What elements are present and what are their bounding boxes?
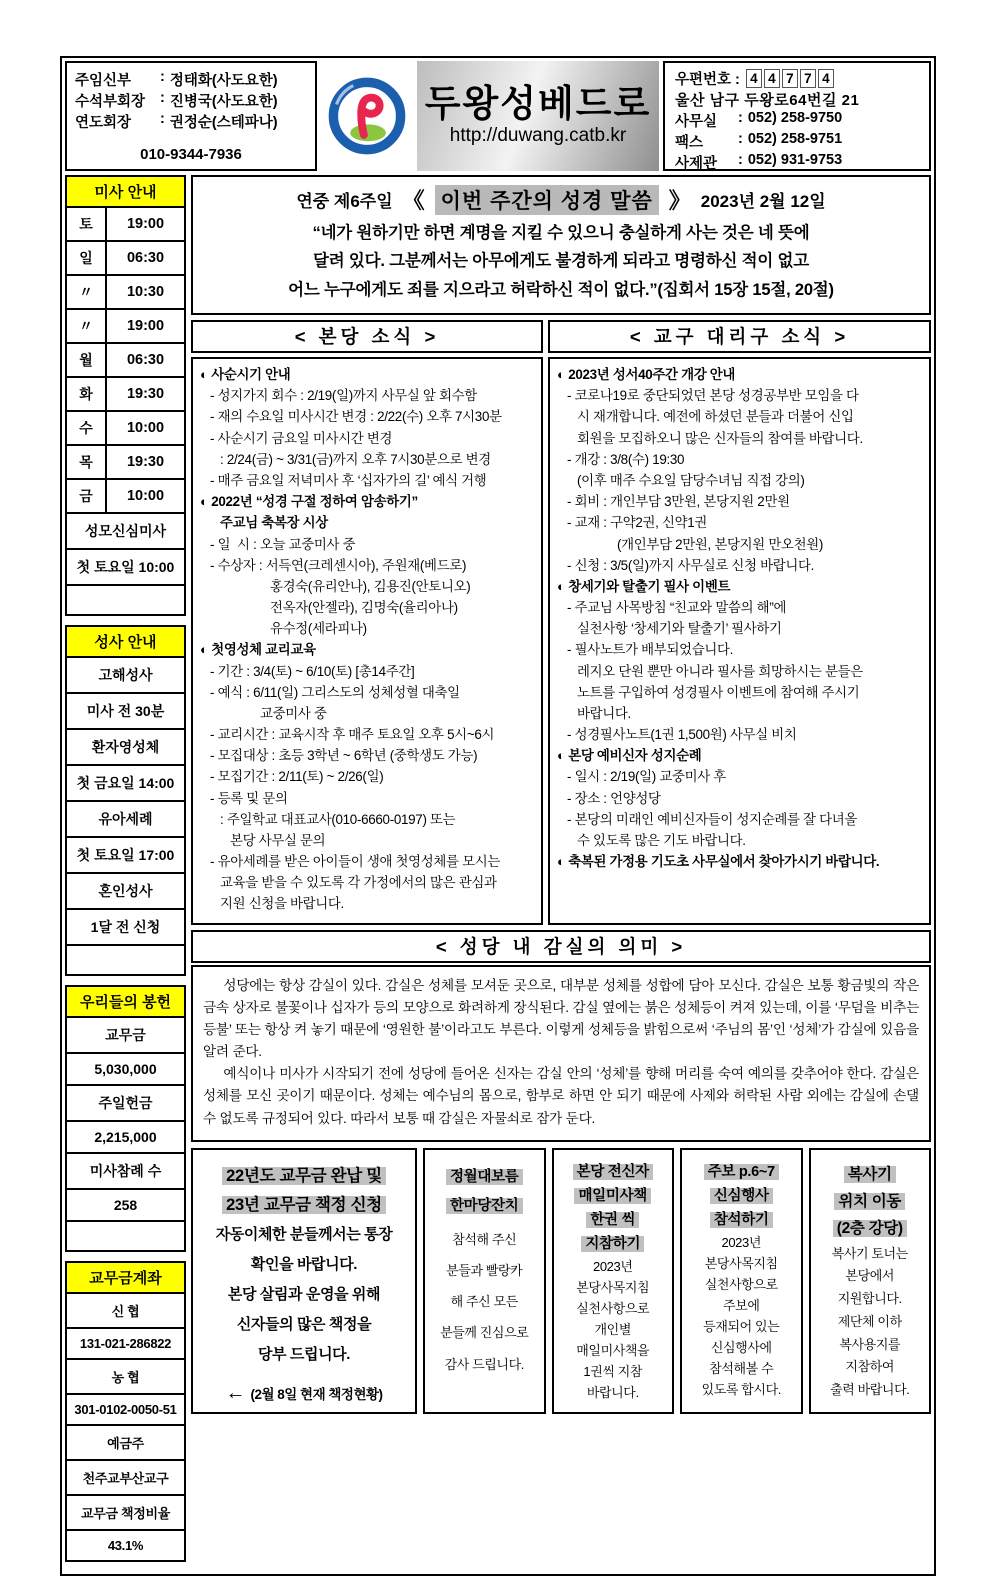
sacrament-row: 1달 전 신청 bbox=[67, 908, 184, 944]
colon: : bbox=[160, 90, 165, 106]
brand-block bbox=[417, 61, 659, 171]
mass-day: 〃 bbox=[67, 310, 107, 342]
notice-body-line: 참석해 주신 bbox=[452, 1231, 517, 1247]
contact-label: 사무실 bbox=[675, 114, 718, 130]
notice-title-line: 정월대보름 bbox=[429, 1165, 540, 1186]
sacrament-row: 첫 금요일 14:00 bbox=[67, 764, 184, 800]
contact-list bbox=[675, 110, 923, 173]
notice-body-line: 복사용지를 bbox=[839, 1336, 901, 1352]
news-line: - 성지가지 회수 : 2/19(일)까지 사무실 앞 회수함 bbox=[210, 388, 477, 404]
news-line: 유수정(세라피나) bbox=[270, 621, 367, 637]
mass-row bbox=[67, 274, 184, 308]
mass-time: 19:00 bbox=[126, 216, 165, 232]
quote-line: 어느 누구에게도 죄를 지으라고 허락하신 적이 없다.”(집회서 15장 15절, 20절) bbox=[288, 280, 834, 299]
notice-body-line: 분들께 진심으로 bbox=[440, 1325, 529, 1341]
main-content bbox=[191, 175, 931, 1414]
mass-row bbox=[67, 478, 184, 512]
church-website: http://duwang.catb.kr bbox=[449, 125, 627, 147]
news-line: 본당 사무실 문의 bbox=[230, 832, 326, 848]
news-line: - 본당의 미래인 예비신자들이 성지순례를 잘 다녀올 bbox=[567, 811, 858, 827]
account-row: 교무금 책정비율 bbox=[67, 1494, 184, 1529]
news-line: - 예식 : 6/11(일) 그리스도의 성체성혈 대축일 bbox=[210, 684, 460, 700]
staff-list bbox=[75, 69, 307, 132]
mass-day: 목 bbox=[67, 446, 107, 478]
offering-row: 5,030,000 bbox=[67, 1052, 184, 1084]
notice-body-line: 등재되어 있는 bbox=[703, 1318, 780, 1334]
account-row: 예금주 bbox=[67, 1424, 184, 1459]
quote-line: 달려 있다. 그분께서는 아무에게도 불경하게 되라고 명령하신 적이 없고 bbox=[313, 252, 809, 271]
offering-row: 주일헌금 bbox=[67, 1084, 184, 1120]
mass-row bbox=[67, 444, 184, 478]
offering-row bbox=[67, 1220, 184, 1250]
scripture-quote bbox=[201, 219, 921, 304]
contact-line bbox=[675, 131, 923, 152]
staff-line bbox=[75, 69, 307, 90]
sacrament-row: 유아세례 bbox=[67, 800, 184, 836]
news-line: ◐ 사순시기 안내 bbox=[200, 367, 291, 383]
staff-role: 주임신부 bbox=[75, 73, 132, 89]
news-line: - 수상자 : 서득연(크레센시아), 주원재(베드로) bbox=[210, 557, 467, 573]
sacrament-row: 첫 토요일 17:00 bbox=[67, 836, 184, 872]
staff-line bbox=[75, 90, 307, 111]
parish-news-title: < 본당 소식 > bbox=[191, 320, 543, 353]
notice-body-line: 복사기 토너는 bbox=[831, 1245, 908, 1261]
tabernacle-section bbox=[191, 930, 931, 1142]
bottom-notices bbox=[191, 1148, 931, 1414]
contact-label: 팩스 bbox=[675, 135, 704, 151]
notice-body-line: 본당사목지침 bbox=[704, 1255, 778, 1271]
postal-line bbox=[675, 68, 923, 89]
church-name: 두왕성베드로 bbox=[424, 82, 652, 124]
left-arrow-icon: ← bbox=[225, 1382, 246, 1405]
tabernacle-paragraph: 예식이나 미사가 시작되기 전에 성당에 들어온 신자는 감실 안의 ‘성체’를 향해 머리를 숙여 예의를 갖추어야 한다. 감실은 성체를 모신 곳이기 때문이다. 성체는 예수님의 몸으로, 함부로 하면 안 되기 때문에 사제와 허락된 사람 외에는 감실에 손댈 수 없도록 규정되어 있다. 따라서 보통 때 감실은 자물쇠로 잠가 둔다. bbox=[203, 1066, 919, 1126]
mass-time: 10:00 bbox=[126, 420, 165, 436]
notice-body bbox=[558, 1256, 669, 1403]
notice-body-line: 확인을 바랍니다. bbox=[250, 1255, 358, 1273]
notice-title-line: 위치 이동 bbox=[815, 1189, 926, 1211]
staff-name: 권정순(스테파나) bbox=[169, 115, 278, 131]
notice-body-line: 해 주신 모든 bbox=[450, 1294, 518, 1310]
notice-title bbox=[558, 1157, 669, 1256]
mass-row bbox=[67, 206, 184, 240]
notice-body-line: 바랍니다. bbox=[586, 1384, 639, 1400]
account-row: 43.1% bbox=[67, 1529, 184, 1560]
bracket-close: 》 bbox=[668, 188, 691, 213]
mass-row bbox=[67, 342, 184, 376]
news-line: - 개강 : 3/8(수) 19:30 bbox=[567, 451, 685, 467]
tabernacle-title: < 성당 내 감실의 의미 > bbox=[191, 930, 931, 963]
news-line: - 주교님 사목방침 “친교와 말씀의 해”에 bbox=[567, 600, 787, 616]
mass-time: 19:00 bbox=[126, 318, 165, 334]
mass-time: 19:30 bbox=[126, 386, 165, 402]
tabernacle-paragraph: 성당에는 항상 감실이 있다. 감실은 성체를 모셔둔 곳으로, 대부분 성체를 성합에 담아 모신다. 감실은 보통 황금빛의 작은 금속 상자로 불꽃이나 십자가 등의 모양으로 화려하게 장식된다. 감실 옆에는 붉은 성체등이 켜져 있는데, 이를 ‘무덤을 비추는 등불’ 또는 항상 켜 놓기 때문에 ‘영원한 불’이라고도 부른다. 이렇게 성체등을 밝힘으로써 ‘주님의 몸’인 ‘성체’가 감실에 있음을 알려 준다. bbox=[203, 977, 919, 1060]
mass-day: 화 bbox=[67, 378, 107, 410]
news-columns bbox=[191, 320, 931, 924]
account-rows bbox=[67, 1292, 184, 1560]
news-line: 레지오 단원 뿐만 아니라 필사를 희망하시는 분들은 bbox=[577, 663, 863, 679]
mass-day: 월 bbox=[67, 344, 107, 376]
postal-digit: 7 bbox=[800, 69, 816, 88]
mass-rows bbox=[67, 206, 184, 512]
news-line: (이후 매주 수요일 담당수녀님 직접 강의) bbox=[577, 472, 805, 488]
news-line: (개인부담 2만원, 본당지원 만오천원) bbox=[617, 536, 824, 552]
colon: : bbox=[160, 111, 165, 127]
news-line: ◐ 2023년 성서40주간 개강 안내 bbox=[557, 367, 736, 383]
news-line: 교중미사 중 bbox=[260, 705, 327, 721]
mass-time: 19:30 bbox=[126, 454, 165, 470]
address-box bbox=[663, 61, 931, 171]
notice-body-line: 있도록 합시다. bbox=[701, 1382, 781, 1398]
news-line: 지원 신청을 바랍니다. bbox=[220, 896, 344, 912]
colon: : bbox=[160, 69, 165, 85]
contact-line bbox=[675, 152, 923, 173]
season-label: 연중 제6주일 bbox=[296, 192, 393, 211]
contact-value: 052) 258-9750 bbox=[747, 110, 843, 126]
account-row: 301-0102-0050-51 bbox=[67, 1393, 184, 1424]
news-line: 수 있도록 많은 기도 바랍니다. bbox=[577, 832, 746, 848]
tabernacle-body bbox=[191, 965, 931, 1142]
postal-label: 우편번호 : bbox=[675, 72, 740, 88]
postal-digit: 4 bbox=[818, 69, 834, 88]
mass-time: 10:00 bbox=[126, 488, 165, 504]
mass-schedule-table bbox=[65, 175, 186, 616]
postal-digits bbox=[746, 69, 834, 88]
news-line: 바랍니다. bbox=[577, 705, 631, 721]
news-line: - 사순시기 금요일 미사시간 변경 bbox=[210, 430, 393, 446]
notice-body-line: 1권씩 지참 bbox=[583, 1363, 643, 1379]
sacrament-row: 고해성사 bbox=[67, 656, 184, 692]
masthead bbox=[191, 175, 931, 315]
notice-body-line: 2023년 bbox=[593, 1258, 633, 1274]
sacraments-table bbox=[65, 625, 186, 976]
district-news-title: < 교구 대리구 소식 > bbox=[548, 320, 931, 353]
account-row: 신 협 bbox=[67, 1292, 184, 1327]
news-line: - 교리시간 : 교육시작 후 매주 토요일 오후 5시~6시 bbox=[210, 727, 495, 743]
news-line: - 교재 : 구약2권, 신약1권 bbox=[567, 515, 708, 531]
notice-title bbox=[686, 1157, 797, 1232]
notice-title bbox=[815, 1157, 926, 1243]
news-line: - 코로나19로 중단되었던 본당 성경공부반 모임을 다 bbox=[567, 388, 859, 404]
notice-title-line: 본당 전신자 bbox=[558, 1160, 669, 1181]
notice-footer bbox=[197, 1377, 411, 1403]
mass-time: 06:30 bbox=[126, 250, 165, 266]
bracket-open: 《 bbox=[402, 188, 425, 213]
mass-day: 토 bbox=[67, 208, 107, 240]
notice-body-line: 분들과 빨랑카 bbox=[446, 1262, 523, 1278]
sacrament-row: 미사 전 30분 bbox=[67, 692, 184, 728]
sidebar bbox=[65, 175, 186, 1571]
offering-row: 258 bbox=[67, 1188, 184, 1220]
staff-box bbox=[65, 61, 317, 171]
contact-label: 사제관 bbox=[675, 156, 718, 172]
postal-digit: 7 bbox=[782, 69, 798, 88]
offering-row: 교무금 bbox=[67, 1016, 184, 1052]
account-table bbox=[65, 1261, 186, 1562]
notice-footer-text: (2월 8일 현재 책정현황) bbox=[250, 1387, 383, 1403]
masthead-title-line bbox=[201, 184, 921, 215]
notice-missal-box bbox=[552, 1148, 675, 1414]
notice-title-line: 복사기 bbox=[815, 1162, 926, 1184]
bulletin-date: 2023년 2월 12일 bbox=[700, 192, 826, 211]
notice-body-line: 지참하여 bbox=[845, 1359, 895, 1375]
news-line: - 모집기간 : 2/11(토) ~ 2/26(일) bbox=[210, 769, 384, 785]
notice-body-line: 본당에서 bbox=[845, 1268, 895, 1284]
news-line: ◐ 창세기와 탈출기 필사 이벤트 bbox=[557, 578, 731, 594]
notice-body-line: 참석해볼 수 bbox=[709, 1360, 774, 1376]
notice-devotion-box bbox=[680, 1148, 803, 1414]
staff-phone: 010-9344-7936 bbox=[140, 146, 242, 163]
contact-line bbox=[675, 110, 923, 131]
news-line: - 모집대상 : 초등 3학년 ~ 6학년 (중학생도 가능) bbox=[210, 748, 478, 764]
offering-row: 2,215,000 bbox=[67, 1120, 184, 1152]
contact-value: 052) 258-9751 bbox=[747, 131, 843, 147]
news-line: 노트를 구입하여 성경필사 이벤트에 참여해 주시기 bbox=[577, 684, 860, 700]
mass-extra-row bbox=[67, 584, 184, 614]
notice-body-line: 실천사항으로 bbox=[704, 1276, 778, 1292]
news-line: - 필사노트가 배부되었습니다. bbox=[567, 642, 734, 658]
staff-name: 진병국(사도요한) bbox=[169, 94, 278, 110]
mass-extra-rows bbox=[67, 512, 184, 614]
staff-role: 수석부회장 bbox=[75, 94, 146, 110]
notice-title-line: 지참하기 bbox=[558, 1232, 669, 1253]
mass-extra-row: 첫 토요일 10:00 bbox=[67, 548, 184, 584]
news-line: - 기간 : 3/4(토) ~ 6/10(토) [총14주간] bbox=[210, 663, 415, 679]
notice-body-line: 주보에 bbox=[723, 1297, 760, 1313]
news-line: - 성경필사노트(1권 1,500원) 사무실 비치 bbox=[567, 727, 797, 743]
address-line: 울산 남구 두왕로64번길 21 bbox=[675, 92, 860, 109]
weekly-scripture-title: 이번 주간의 성경 말씀 bbox=[435, 185, 659, 215]
notice-body bbox=[815, 1243, 926, 1402]
notice-title-line: 23년 교무금 책정 신청 bbox=[197, 1191, 411, 1215]
notice-title-line: 주보 p.6~7 bbox=[686, 1160, 797, 1181]
sacrament-row: 혼인성사 bbox=[67, 872, 184, 908]
mass-time: 06:30 bbox=[126, 352, 165, 368]
news-line: ◐ 2022년 “성경 구절 정하여 암송하기” bbox=[200, 494, 418, 510]
news-line: 회원을 모집하오니 많은 신자들의 참여를 바랍니다. bbox=[577, 430, 863, 446]
quote-line: “네가 원하기만 하면 계명을 지킬 수 있으니 충실하게 사는 것은 네 뜻에 bbox=[312, 224, 810, 242]
notice-title-line: 한권 씩 bbox=[558, 1208, 669, 1229]
mass-day: 일 bbox=[67, 242, 107, 274]
mass-day: 금 bbox=[67, 480, 107, 512]
news-line: - 신청 : 3/5(일)까지 사무실로 신청 바랍니다. bbox=[567, 557, 815, 573]
mass-row bbox=[67, 308, 184, 342]
offering-row: 미사참례 수 bbox=[67, 1152, 184, 1188]
notice-body bbox=[686, 1232, 797, 1400]
mass-schedule-title: 미사 안내 bbox=[67, 177, 184, 206]
news-line: ◐ 축복된 가정용 기도초 사무실에서 찾아가시기 바랍니다. bbox=[557, 854, 880, 870]
notice-body-line: 출력 바랍니다. bbox=[830, 1382, 910, 1398]
notice-copier-box bbox=[809, 1148, 932, 1414]
news-line: - 재의 수요일 미사시간 변경 : 2/22(수) 오후 7시30분 bbox=[210, 409, 502, 425]
notice-body bbox=[197, 1220, 411, 1370]
notice-body-line: 매일미사책을 bbox=[576, 1342, 650, 1358]
bulletin-frame bbox=[60, 56, 936, 1576]
notice-stipend-box bbox=[191, 1148, 417, 1414]
notice-body-line: 지원합니다. bbox=[837, 1291, 902, 1307]
news-line: ◐ 본당 예비신자 성지순례 bbox=[557, 748, 702, 764]
notice-body bbox=[429, 1223, 540, 1379]
account-title: 교무금계좌 bbox=[67, 1263, 184, 1292]
notice-title-line: 한마당잔치 bbox=[429, 1194, 540, 1215]
sacrament-row bbox=[67, 944, 184, 974]
news-line: : 2/24(금) ~ 3/31(금)까지 오후 7시30분으로 변경 bbox=[220, 451, 491, 467]
news-line: - 일시 : 2/19(일) 교중미사 후 bbox=[567, 769, 726, 785]
notice-body-line: 본당 살림과 운영을 위해 bbox=[227, 1285, 381, 1303]
news-line: 주교님 축복장 시상 bbox=[220, 515, 328, 531]
notice-title bbox=[429, 1157, 540, 1223]
news-line: - 매주 금요일 저녁미사 후 ‘십자가의 길’ 예식 거행 bbox=[210, 472, 487, 488]
news-line: - 등록 및 문의 bbox=[210, 790, 288, 806]
notice-title-line: 참석하기 bbox=[686, 1208, 797, 1229]
news-line: - 유아세례를 받은 아이들이 생애 첫영성체를 모시는 bbox=[210, 854, 501, 870]
news-line: : 주일학교 대표교사(010-6660-0197) 또는 bbox=[220, 811, 456, 827]
account-row: 천주교부산교구 bbox=[67, 1459, 184, 1494]
notice-body-line: 신자들의 많은 책정을 bbox=[236, 1315, 372, 1333]
mass-row bbox=[67, 410, 184, 444]
notice-title-line: 신심행사 bbox=[686, 1184, 797, 1205]
offering-title: 우리들의 봉헌 bbox=[67, 987, 184, 1016]
news-line: 시 재개합니다. 예전에 하셨던 분들과 더불어 신입 bbox=[577, 409, 854, 425]
offering-table bbox=[65, 985, 186, 1252]
mass-time: 10:30 bbox=[126, 284, 165, 300]
news-line: - 일 시 : 오늘 교중미사 중 bbox=[210, 536, 356, 552]
account-row: 131-021-286822 bbox=[67, 1327, 184, 1358]
notice-body-line: 감사 드립니다. bbox=[444, 1356, 524, 1372]
notice-body-line: 자동이체한 분들께서는 통장 bbox=[215, 1225, 393, 1243]
notice-title-line: 매일미사책 bbox=[558, 1184, 669, 1205]
news-line: ◐ 첫영성체 교리교육 bbox=[200, 642, 316, 658]
colon: : bbox=[738, 152, 743, 168]
staff-role: 연도회장 bbox=[75, 115, 132, 131]
notice-body-line: 개인별 bbox=[594, 1321, 631, 1337]
account-row: 농 협 bbox=[67, 1358, 184, 1393]
news-line: - 장소 : 언양성당 bbox=[567, 790, 661, 806]
offering-rows bbox=[67, 1016, 184, 1250]
parish-news-section bbox=[191, 320, 543, 924]
mass-row bbox=[67, 240, 184, 274]
mass-extra-row: 성모신심미사 bbox=[67, 512, 184, 548]
sacrament-rows bbox=[67, 656, 184, 974]
notice-body-line: 실천사항으로 bbox=[576, 1300, 650, 1316]
staff-name: 정태화(사도요한) bbox=[169, 73, 278, 89]
mass-day: 〃 bbox=[67, 276, 107, 308]
colon: : bbox=[738, 131, 743, 147]
sacrament-row: 환자영성체 bbox=[67, 728, 184, 764]
news-line: - 회비 : 개인부담 3만원, 본당지원 2만원 bbox=[567, 494, 790, 510]
postal-digit: 4 bbox=[746, 69, 762, 88]
notice-title-line: 22년도 교무금 완납 및 bbox=[197, 1162, 411, 1186]
notice-title-line: (2층 강당) bbox=[815, 1216, 926, 1238]
mass-day: 수 bbox=[67, 412, 107, 444]
news-line: 전옥자(안젤라), 김명숙(율리아나) bbox=[270, 600, 458, 616]
header bbox=[65, 61, 931, 171]
notice-body-line: 본당사목지침 bbox=[576, 1279, 650, 1295]
notice-title bbox=[197, 1157, 411, 1220]
notice-body-line: 당부 드립니다. bbox=[257, 1345, 351, 1363]
notice-body-line: 제단체 이하 bbox=[837, 1313, 902, 1329]
parish-news-body bbox=[191, 357, 543, 924]
news-line: 홍경숙(유리안나), 김용진(안토니오) bbox=[270, 578, 471, 594]
contact-value: 052) 931-9753 bbox=[747, 152, 843, 168]
staff-line bbox=[75, 111, 307, 132]
notice-festival-box bbox=[423, 1148, 546, 1414]
news-line: 교육을 받을 수 있도록 각 가정에서의 많은 관심과 bbox=[220, 875, 497, 891]
notice-body-line: 2023년 bbox=[721, 1234, 761, 1250]
mass-row bbox=[67, 376, 184, 410]
colon: : bbox=[738, 110, 743, 126]
notice-body-line: 신심행사에 bbox=[710, 1339, 772, 1355]
district-news-body bbox=[548, 357, 931, 924]
news-line: 실천사항 ‘창세기와 탈출기’ 필사하기 bbox=[577, 621, 782, 637]
church-logo-icon bbox=[321, 61, 413, 171]
district-news-section bbox=[548, 320, 931, 924]
postal-digit: 4 bbox=[764, 69, 780, 88]
sacraments-title: 성사 안내 bbox=[67, 627, 184, 656]
